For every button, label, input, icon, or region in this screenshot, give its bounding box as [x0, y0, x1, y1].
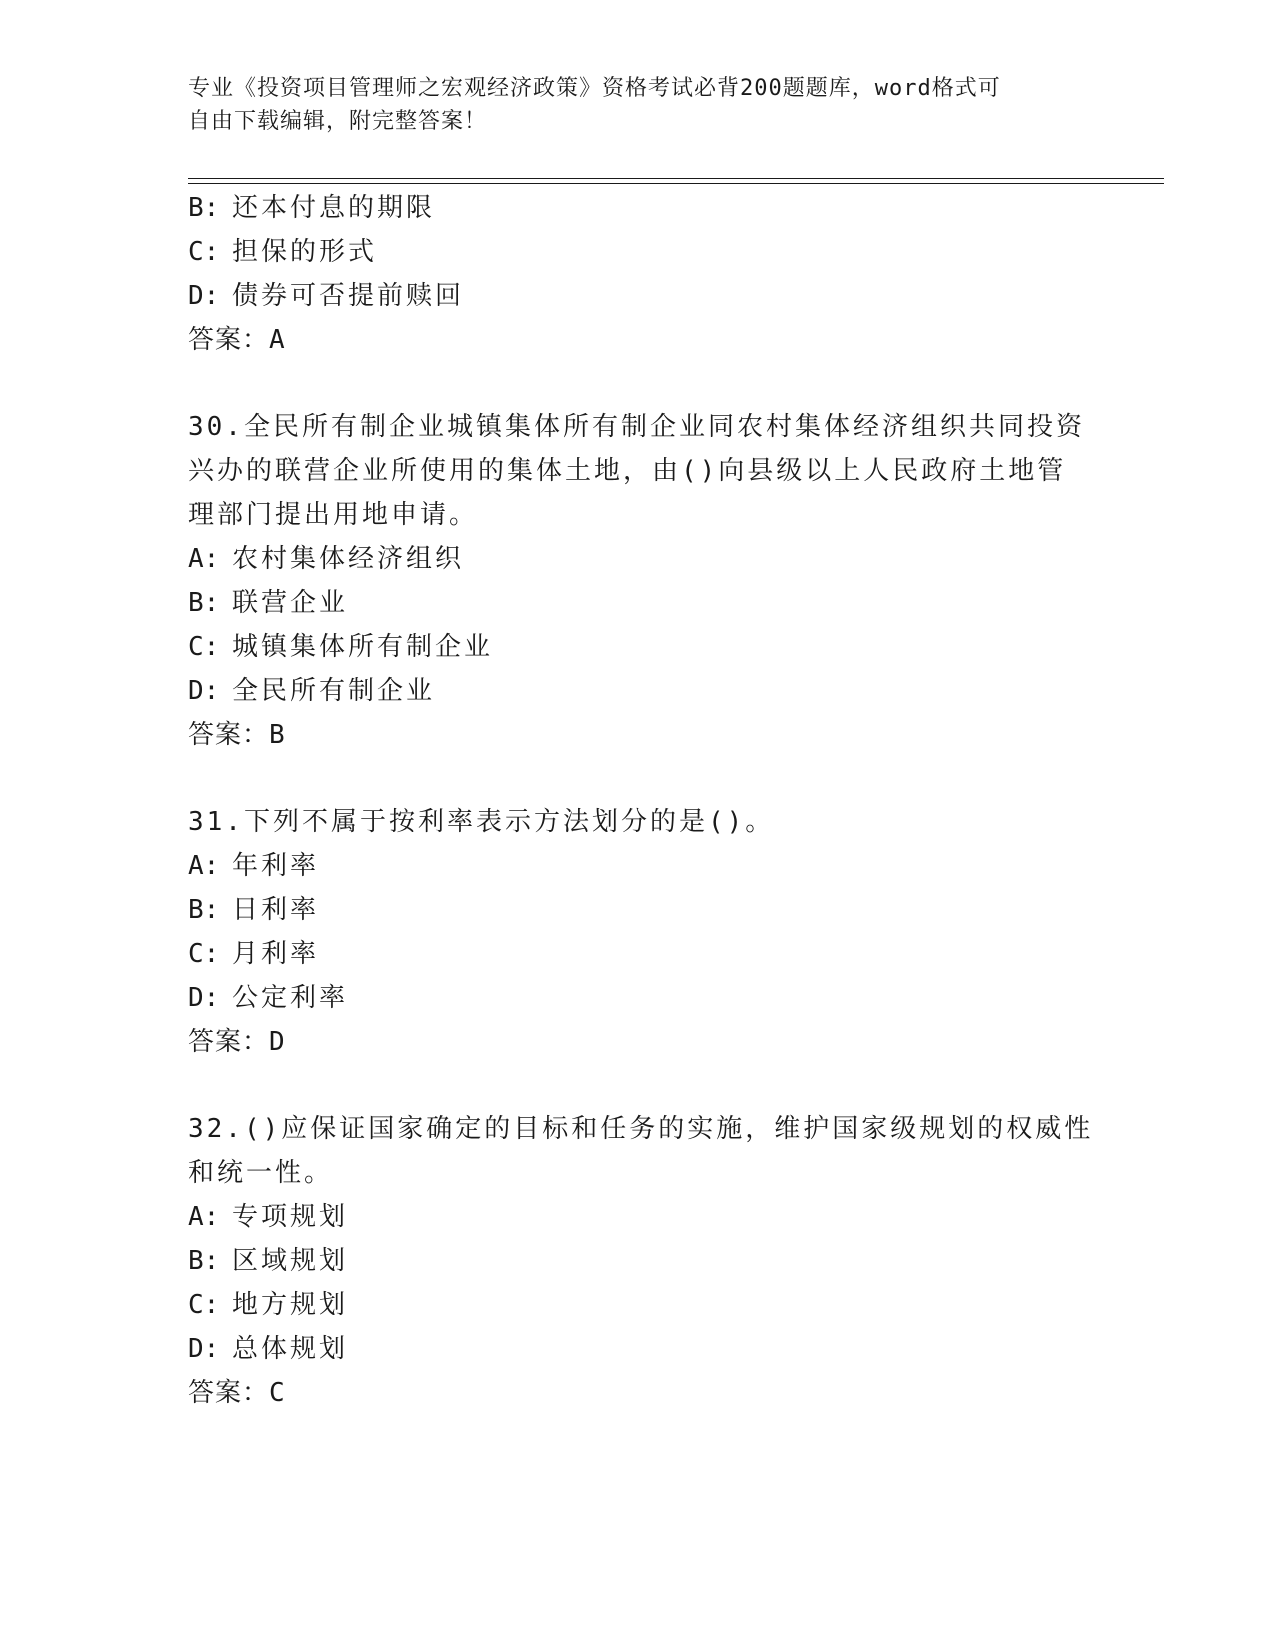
prev-option-d: D: 债券可否提前赎回 — [188, 281, 465, 311]
q30-option-a: A: 农村集体经济组织 — [188, 544, 465, 574]
q30-stem-line-2: 兴办的联营企业所使用的集体土地，由()向县级以上人民政府土地管 — [188, 456, 1067, 486]
q30-option-d: D: 全民所有制企业 — [188, 676, 436, 706]
q31-option-b: B: 日利率 — [188, 895, 320, 925]
q30-option-b: B: 联营企业 — [188, 588, 349, 618]
q32-answer: 答案：C — [188, 1378, 286, 1408]
q32-option-b: B: 区域规划 — [188, 1246, 349, 1276]
q32-option-a: A: 专项规划 — [188, 1202, 349, 1232]
q31-stem-line-1: 31.下列不属于按利率表示方法划分的是()。 — [188, 807, 775, 837]
q31-option-c: C: 月利率 — [188, 939, 320, 969]
q30-stem-line-3: 理部门提出用地申请。 — [188, 500, 479, 530]
header-divider-top — [188, 178, 1164, 179]
q32-stem-line-1: 32.()应保证国家确定的目标和任务的实施，维护国家级规划的权威性 — [188, 1114, 1094, 1144]
header-divider-bottom — [188, 183, 1164, 184]
q32-stem-line-2: 和统一性。 — [188, 1158, 334, 1188]
document-header — [188, 72, 1068, 138]
q32-option-d: D: 总体规划 — [188, 1334, 349, 1364]
header-line-1: 专业《投资项目管理师之宏观经济政策》资格考试必背200题题库，word格式可 — [188, 76, 1001, 101]
prev-answer: 答案：A — [188, 325, 286, 355]
q30-option-c: C: 城镇集体所有制企业 — [188, 632, 494, 662]
q32-option-c: C: 地方规划 — [188, 1290, 349, 1320]
q30-stem-line-1: 30.全民所有制企业城镇集体所有制企业同农村集体经济组织共同投资 — [188, 412, 1085, 442]
prev-option-c: C: 担保的形式 — [188, 237, 378, 267]
q30-answer: 答案：B — [188, 720, 286, 750]
q31-answer: 答案：D — [188, 1027, 286, 1057]
q31-option-d: D: 公定利率 — [188, 983, 349, 1013]
q31-option-a: A: 年利率 — [188, 851, 320, 881]
prev-option-b: B: 还本付息的期限 — [188, 193, 436, 223]
header-line-2: 自由下载编辑，附完整答案！ — [188, 109, 488, 134]
